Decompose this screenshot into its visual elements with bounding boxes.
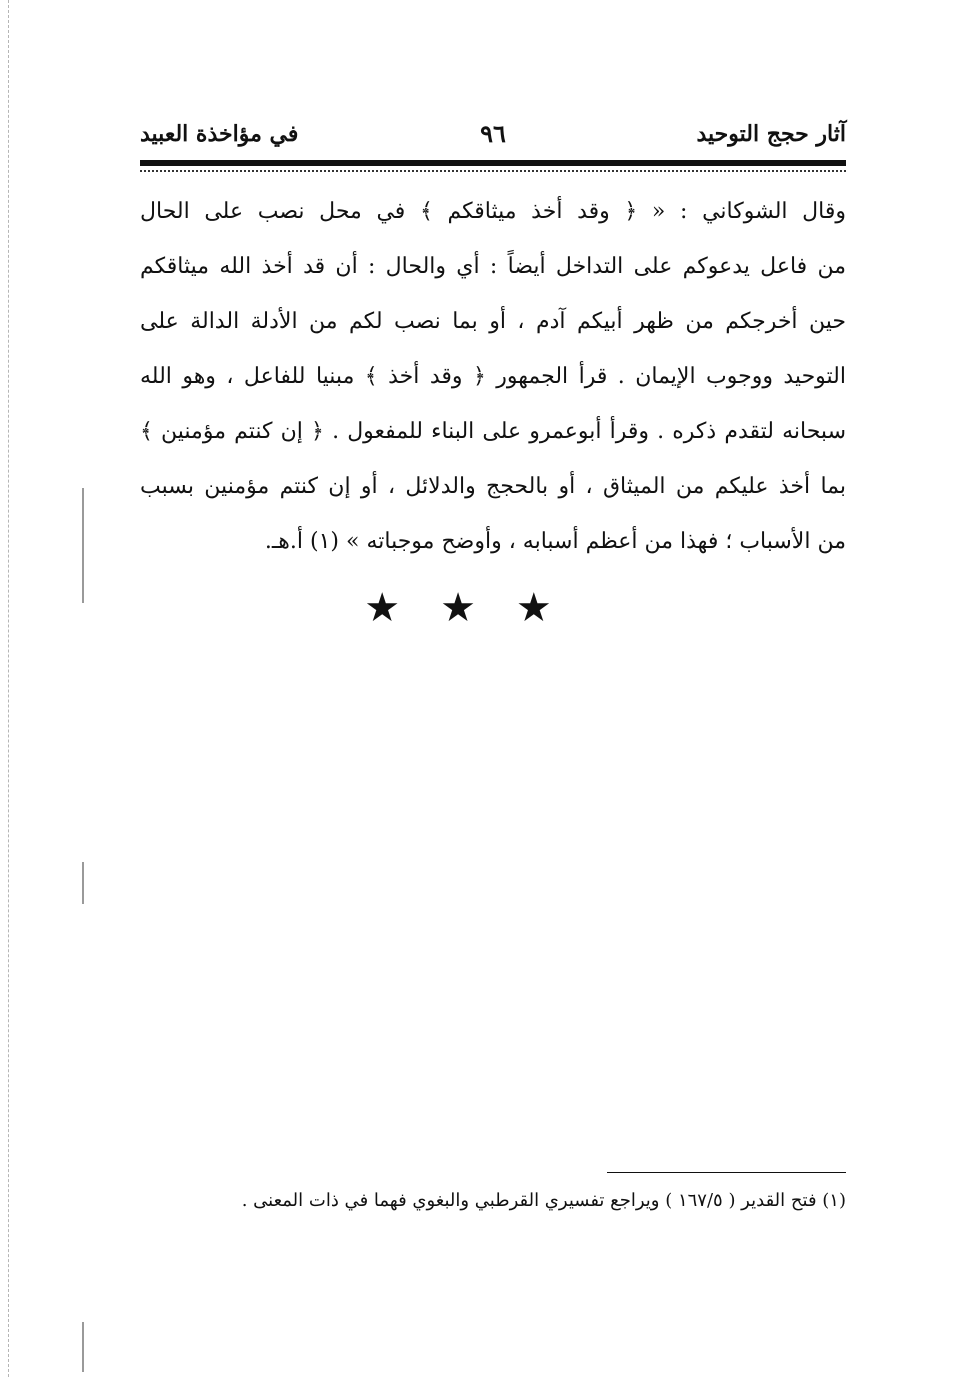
scan-margin-mark: [82, 862, 84, 904]
chapter-title: في مؤاخذة العبيد: [140, 121, 299, 147]
scan-edge: [8, 0, 9, 1377]
footnote-rule: [607, 1172, 846, 1173]
running-header: [140, 118, 846, 154]
text-line: التوحيد ووجوب الإيمان . قرأ الجمهور ﴿ وقد أخذ ﴾ مبنيا للفاعل ، وهو الله: [140, 364, 846, 389]
scan-margin-mark: [82, 1322, 84, 1372]
header-rule: [140, 160, 846, 166]
star-icon: ★: [515, 585, 592, 631]
text-line: سبحانه لتقدم ذكره . وقرأ أبوعمرو على البناء للمفعول . ﴿ إن كنتم مؤمنين ﴾: [140, 419, 846, 444]
body-paragraph: [140, 184, 846, 569]
footnote: (١) فتح القدير ( ١٦٧/٥ ) ويراجع تفسيري القرطبي والبغوي فهما في ذات المعنى .: [241, 1190, 846, 1211]
text-line: حين أخرجكم من ظهر أبيكم آدم ، أو بما نصب لكم من الأدلة الدالة على: [140, 309, 846, 334]
section-separator: [0, 585, 956, 631]
text-line: وقال الشوكاني : « ﴿ وقد أخذ ميثاقكم ﴾ في محل نصب على الحال: [140, 199, 846, 224]
text-line: من الأسباب ؛ فهذا من أعظم أسبابه ، وأوضح موجباته » (١) أ.هـ.: [264, 529, 846, 554]
book-title: آثار حجج التوحيد: [696, 121, 846, 147]
text-line: من فاعل يدعوكم على التداخل أيضاً : أي والحال : أن قد أخذ الله ميثاقكم: [140, 254, 846, 279]
header-rule-dotted: [140, 170, 846, 172]
text-line: بما أخذ عليكم من الميثاق ، أو بالحجج والدلائل ، أو إن كنتم مؤمنين بسبب: [140, 474, 846, 499]
star-icon: ★: [364, 585, 441, 631]
star-icon: ★: [440, 585, 516, 631]
page-number: ٩٦: [480, 119, 506, 148]
